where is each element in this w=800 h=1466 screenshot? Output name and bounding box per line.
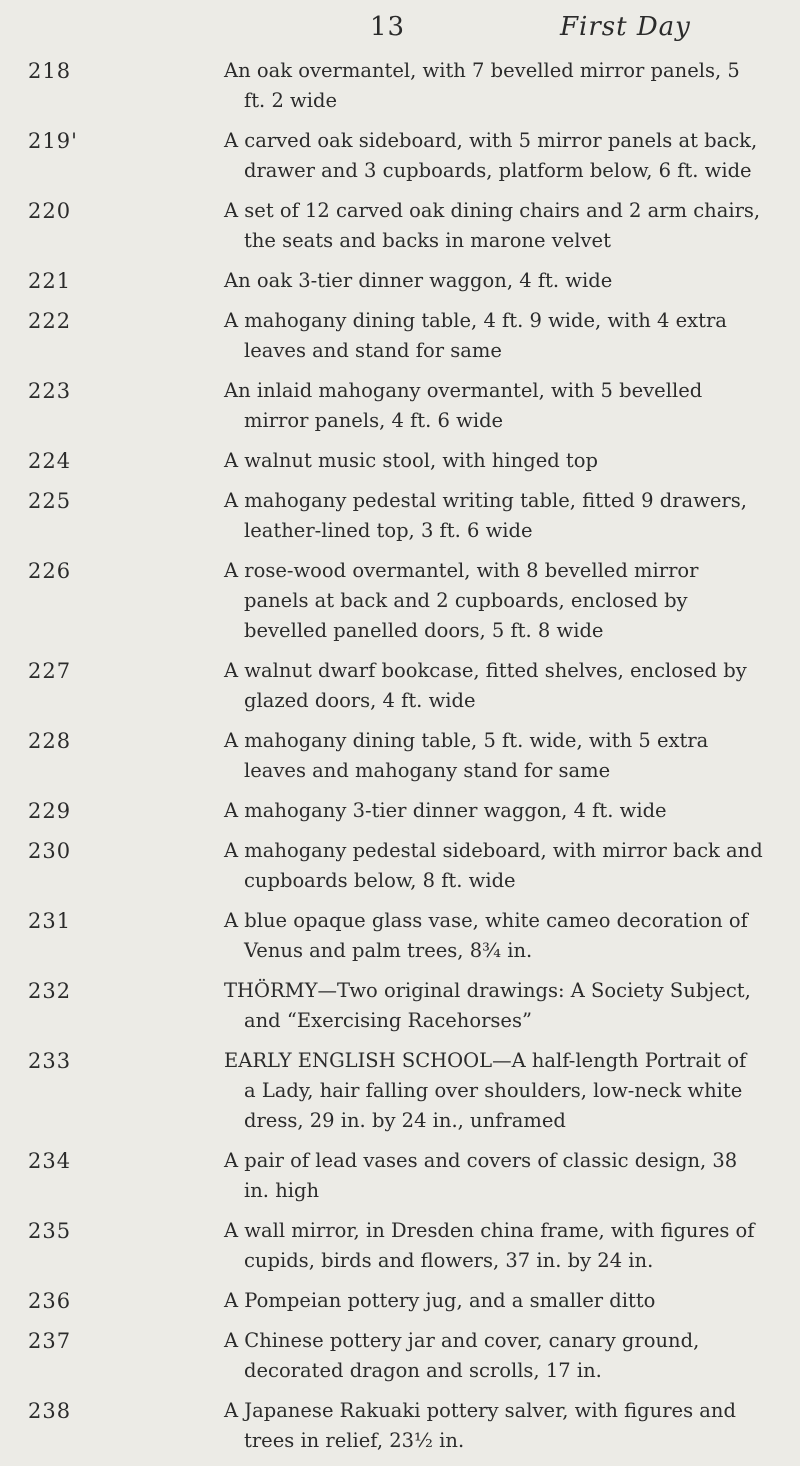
lot-entry [0, 446, 800, 476]
lot-description: An oak overmantel, with 7 bevelled mirror panels, 5 ft. 2 wide [224, 59, 740, 112]
lot-entry [0, 726, 800, 786]
lot-number: 224 [28, 449, 72, 473]
lot-description: A mahogany 3-tier dinner waggon, 4 ft. wide [224, 799, 667, 822]
lot-description: An oak 3-tier dinner waggon, 4 ft. wide [224, 269, 613, 292]
lot-entry [0, 836, 800, 896]
lot-entry [0, 1326, 800, 1386]
lot-number: 230 [28, 839, 72, 863]
lot-description: A set of 12 carved oak dining chairs and 2 arm chairs, the seats and backs in marone velvet [224, 199, 761, 252]
lot-entry [0, 126, 800, 186]
lot-description: A mahogany dining table, 5 ft. wide, with 5 extra leaves and mahogany stand for same [224, 729, 709, 782]
lot-entry [0, 656, 800, 716]
lot-entry [0, 1216, 800, 1276]
lot-number: 237 [28, 1329, 72, 1353]
lot-description: EARLY ENGLISH SCHOOL—A half-length Portrait of a Lady, hair falling over shoulders, low-neck white dress, 29 in. by 24 in., unframed [224, 1049, 747, 1132]
page-number: 13 [370, 12, 406, 42]
page-header [0, 8, 800, 48]
lot-description: A Japanese Rakuaki pottery salver, with figures and trees in relief, 23½ in. [224, 1399, 736, 1452]
lot-entry [0, 1146, 800, 1206]
lot-description: A walnut music stool, with hinged top [224, 449, 598, 472]
lot-entry [0, 556, 800, 646]
lot-number: 219' [28, 129, 78, 153]
lot-number: 221 [28, 269, 72, 293]
lot-description: A mahogany pedestal writing table, fitted 9 drawers, leather-lined top, 3 ft. 6 wide [224, 489, 747, 542]
lot-entry [0, 1046, 800, 1136]
lot-description: A mahogany pedestal sideboard, with mirror back and cupboards below, 8 ft. wide [224, 839, 763, 892]
lot-number: 229 [28, 799, 72, 823]
lot-number: 223 [28, 379, 72, 403]
lot-number: 220 [28, 199, 72, 223]
lot-description: A rose-wood overmantel, with 8 bevelled mirror panels at back and 2 cupboards, enclosed by bevelled panelled doors, 5 ft. 8 wide [224, 559, 699, 642]
lot-description: A carved oak sideboard, with 5 mirror panels at back, drawer and 3 cupboards, platform below, 6 ft. wide [224, 129, 758, 182]
lot-entry [0, 486, 800, 546]
lot-description: A pair of lead vases and covers of classic design, 38 in. high [224, 1149, 738, 1202]
lot-list [0, 56, 800, 1466]
lot-number: 228 [28, 729, 72, 753]
lot-number: 231 [28, 909, 72, 933]
lot-number: 227 [28, 659, 72, 683]
lot-number: 236 [28, 1289, 72, 1313]
lot-description: A mahogany dining table, 4 ft. 9 wide, with 4 extra leaves and stand for same [224, 309, 727, 362]
lot-number: 226 [28, 559, 72, 583]
lot-entry [0, 906, 800, 966]
lot-entry [0, 56, 800, 116]
lot-entry [0, 976, 800, 1036]
lot-description: A walnut dwarf bookcase, fitted shelves, enclosed by glazed doors, 4 ft. wide [224, 659, 747, 712]
lot-description: A wall mirror, in Dresden china frame, with figures of cupids, birds and flowers, 37 in. by 24 in. [224, 1219, 755, 1272]
running-title: First Day [560, 12, 691, 42]
lot-description: A Chinese pottery jar and cover, canary ground, decorated dragon and scrolls, 17 in. [224, 1329, 700, 1382]
lot-number: 235 [28, 1219, 72, 1243]
lot-number: 222 [28, 309, 72, 333]
lot-entry [0, 1286, 800, 1316]
lot-entry [0, 796, 800, 826]
lot-entry [0, 376, 800, 436]
lot-entry [0, 266, 800, 296]
lot-description: A Pompeian pottery jug, and a smaller ditto [224, 1289, 656, 1312]
lot-number: 238 [28, 1399, 72, 1423]
lot-entry [0, 196, 800, 256]
lot-number: 225 [28, 489, 72, 513]
lot-description: A blue opaque glass vase, white cameo decoration of Venus and palm trees, 8¾ in. [224, 909, 748, 962]
lot-description: An inlaid mahogany overmantel, with 5 bevelled mirror panels, 4 ft. 6 wide [224, 379, 703, 432]
lot-entry [0, 1396, 800, 1456]
lot-number: 233 [28, 1049, 72, 1073]
lot-entry [0, 306, 800, 366]
lot-number: 218 [28, 59, 72, 83]
lot-number: 232 [28, 979, 72, 1003]
lot-description: THÖRMY—Two original drawings: A Society Subject, and “Exercising Racehorses” [224, 979, 751, 1032]
lot-number: 234 [28, 1149, 72, 1173]
